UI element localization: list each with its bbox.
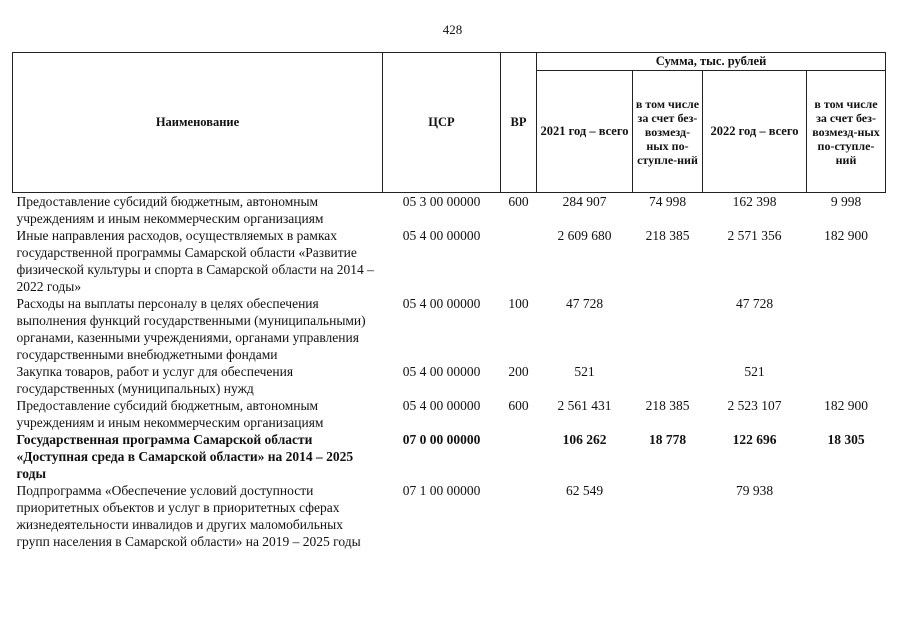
row-2022-total: 521: [744, 364, 765, 379]
header-2022-total: 2022 год – всего: [703, 71, 807, 193]
table-header: [13, 53, 886, 193]
row-vr: [501, 431, 537, 482]
row-2021-total: 2 561 431: [557, 398, 612, 413]
header-2021-free: в том числе за счет без-возмезд-ных по-ступле-ний: [633, 71, 703, 193]
row-2022-free: 182 900: [824, 228, 868, 243]
row-2021-free: 18 778: [648, 432, 687, 447]
row-name: Предоставление субсидий бюджетным, автономным учреждениям и иным некоммерческим организациям: [16, 398, 324, 430]
row-2021-total: 2 609 680: [557, 228, 612, 243]
row-name: Предоставление субсидий бюджетным, автономным учреждениям и иным некоммерческим организациям: [16, 194, 324, 226]
row-2022-free: 182 900: [824, 398, 868, 413]
row-2022-free: [807, 363, 886, 397]
row-2021-free: [633, 295, 703, 363]
table-row: [13, 193, 886, 228]
row-2021-total: 62 549: [565, 483, 604, 498]
row-vr: [501, 482, 537, 550]
page-number: 428: [442, 22, 463, 37]
table-row: [13, 227, 886, 295]
row-2021-free: 218 385: [645, 228, 690, 243]
row-2022-free: [807, 295, 886, 363]
table-row: [13, 482, 886, 550]
row-vr: 600: [508, 194, 529, 209]
row-2021-total: 106 262: [562, 432, 607, 447]
row-csr: 05 4 00 00000: [402, 398, 481, 413]
header-2022-free: в том числе за счет без-возмезд-ных по-ступле-ний: [807, 71, 886, 193]
row-name: Иные направления расходов, осуществляемых в рамках государственной программы Самарской области «Развитие физической культуры и спорта в Самарской области на 2014 – 2022 годы»: [16, 228, 374, 294]
row-name: Подпрограмма «Обеспечение условий доступности приоритетных объектов и услуг в приоритетных сферах жизнедеятельности инвалидов и других маломобильных групп населения в Самарской области» на 2019 – 2025 годы: [16, 483, 361, 549]
row-vr: 100: [508, 296, 529, 311]
row-2022-total: 162 398: [732, 194, 777, 209]
row-csr: 05 4 00 00000: [402, 364, 481, 379]
row-2021-free: [633, 363, 703, 397]
table-row: [13, 295, 886, 363]
header-2021-total: 2021 год – всего: [537, 71, 633, 193]
row-csr: 07 0 00 00000: [402, 432, 481, 447]
table-row: [13, 397, 886, 431]
row-name: Закупка товаров, работ и услуг для обеспечения государственных (муниципальных) нужд: [16, 364, 294, 396]
header-sum-group: Сумма, тыс. рублей: [537, 53, 886, 71]
row-vr: 200: [508, 364, 529, 379]
row-vr: 600: [508, 398, 529, 413]
row-2021-total: 284 907: [562, 194, 607, 209]
row-name: Расходы на выплаты персоналу в целях обеспечения выполнения функций государственными (муниципальными) органами, казенными учреждениями, органами управления государственными внебюджетными фондами: [16, 296, 366, 362]
row-2021-free: 218 385: [645, 398, 690, 413]
row-csr: 05 4 00 00000: [402, 228, 481, 243]
table-row: [13, 363, 886, 397]
header-csr: ЦСР: [383, 53, 501, 193]
row-2022-free: [807, 482, 886, 550]
header-vr: ВР: [501, 53, 537, 193]
row-2022-total: 47 728: [735, 296, 774, 311]
budget-table: [12, 52, 886, 550]
row-2022-free: 18 305: [827, 432, 865, 447]
row-name: Государственная программа Самарской области «Доступная среда в Самарской области» на 2014 – 2025 годы: [16, 432, 354, 481]
row-2021-free: [633, 482, 703, 550]
table-row: [13, 431, 886, 482]
row-2022-total: 79 938: [735, 483, 774, 498]
row-2021-free: 74 998: [648, 194, 687, 209]
row-2022-free: 9 998: [830, 194, 862, 209]
row-csr: 07 1 00 00000: [402, 483, 481, 498]
header-name: Наименование: [13, 53, 383, 193]
row-2022-total: 2 523 107: [727, 398, 782, 413]
row-2022-total: 122 696: [732, 432, 777, 447]
row-2021-total: 47 728: [565, 296, 604, 311]
row-csr: 05 3 00 00000: [402, 194, 481, 209]
row-vr: [501, 227, 537, 295]
row-csr: 05 4 00 00000: [402, 296, 481, 311]
table-body: [13, 193, 886, 551]
row-2021-total: 521: [574, 364, 595, 379]
row-2022-total: 2 571 356: [727, 228, 782, 243]
